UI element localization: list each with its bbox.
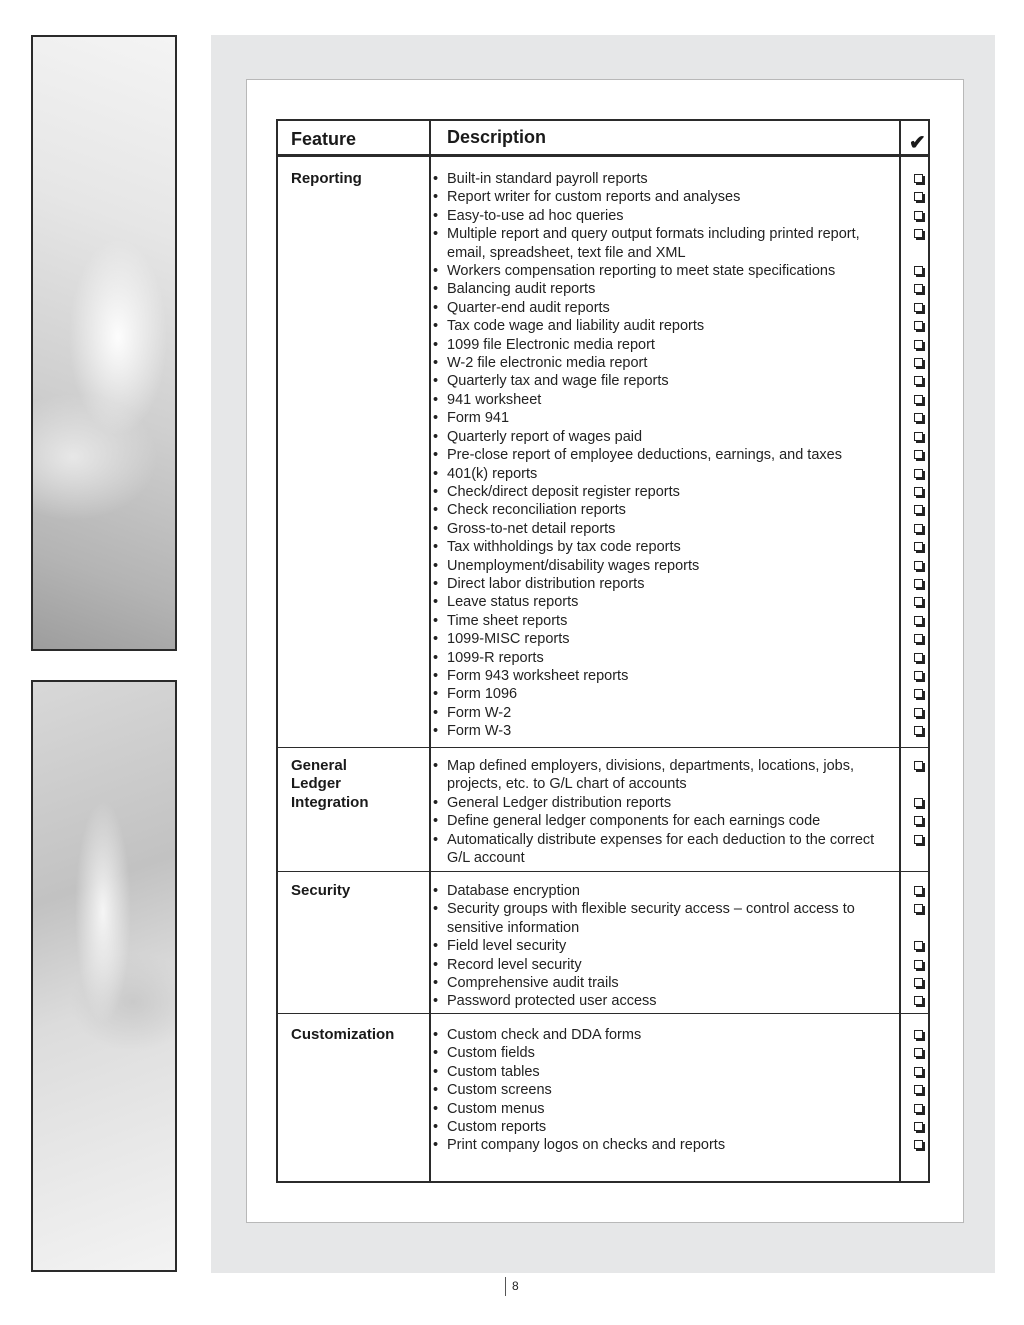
list-item: • Form 941 <box>433 409 893 427</box>
list-item: • Direct labor distribution reports <box>433 575 893 593</box>
checkbox-icon[interactable] <box>914 211 923 220</box>
list-item: • Map defined employers, divisions, departments, locations, jobs, projects, etc. to G/L chart of accounts <box>433 757 893 794</box>
list-item: • 401(k) reports <box>433 465 893 483</box>
list-item: • Check reconciliation reports <box>433 501 893 519</box>
list-item: • Easy-to-use ad hoc queries <box>433 207 893 225</box>
checkbox-icon[interactable] <box>914 284 923 293</box>
checkbox-icon[interactable] <box>914 376 923 385</box>
checkbox-icon[interactable] <box>914 505 923 514</box>
list-item: • Define general ledger components for each earnings code <box>433 812 893 830</box>
checkbox-icon[interactable] <box>914 761 923 770</box>
checkbox-icon[interactable] <box>914 1067 923 1076</box>
checkbox-icon[interactable] <box>914 996 923 1005</box>
checkbox-icon[interactable] <box>914 395 923 404</box>
checkbox-icon[interactable] <box>914 174 923 183</box>
checkbox-icon[interactable] <box>914 450 923 459</box>
checkbox-icon[interactable] <box>914 689 923 698</box>
checkbox-icon[interactable] <box>914 726 923 735</box>
checkbox-icon[interactable] <box>914 542 923 551</box>
checkbox-icon[interactable] <box>914 708 923 717</box>
list-item: • Custom tables <box>433 1063 893 1081</box>
header-feature: Feature <box>291 129 357 149</box>
header-description: Description <box>447 127 547 147</box>
list-item: • Report writer for custom reports and analyses <box>433 188 893 206</box>
decorative-photo-keyboard <box>31 680 177 1272</box>
list-item: • Form 1096 <box>433 685 893 703</box>
list-item: • Gross-to-net detail reports <box>433 520 893 538</box>
list-item: • Quarter-end audit reports <box>433 299 893 317</box>
checkbox-icon[interactable] <box>914 432 923 441</box>
list-item: • Form 943 worksheet reports <box>433 667 893 685</box>
checkbox-icon[interactable] <box>914 978 923 987</box>
list-item: • Custom screens <box>433 1081 893 1099</box>
checkbox-icon[interactable] <box>914 886 923 895</box>
checkbox-icon[interactable] <box>914 597 923 606</box>
list-item: • 1099-R reports <box>433 649 893 667</box>
checkbox-icon[interactable] <box>914 321 923 330</box>
checkbox-icon[interactable] <box>914 487 923 496</box>
list-item: • 1099 file Electronic media report <box>433 336 893 354</box>
list-item: • Automatically distribute expenses for each deduction to the correct G/L account <box>433 831 893 868</box>
list-item: • 1099-MISC reports <box>433 630 893 648</box>
list-item: • Leave status reports <box>433 593 893 611</box>
checkbox-icon[interactable] <box>914 798 923 807</box>
list-item: • 941 worksheet <box>433 391 893 409</box>
checkbox-icon[interactable] <box>914 413 923 422</box>
list-item: • Tax withholdings by tax code reports <box>433 538 893 556</box>
feature-label-reporting: Reporting <box>291 170 362 187</box>
checkbox-icon[interactable] <box>914 229 923 238</box>
list-item: • Password protected user access <box>433 992 893 1010</box>
checkbox-icon[interactable] <box>914 671 923 680</box>
checkbox-icon[interactable] <box>914 192 923 201</box>
list-item: • Custom menus <box>433 1100 893 1118</box>
list-item: • Quarterly tax and wage file reports <box>433 372 893 390</box>
checkbox-icon[interactable] <box>914 1140 923 1149</box>
check-column-icon: ✔ <box>909 132 926 154</box>
decorative-photo-hand <box>31 35 177 651</box>
checkbox-icon[interactable] <box>914 266 923 275</box>
list-item: • Time sheet reports <box>433 612 893 630</box>
list-item: • Custom check and DDA forms <box>433 1026 893 1044</box>
list-item: • Comprehensive audit trails <box>433 974 893 992</box>
checkbox-icon[interactable] <box>914 358 923 367</box>
list-item: • General Ledger distribution reports <box>433 794 893 812</box>
list-item: • W-2 file electronic media report <box>433 354 893 372</box>
checkbox-icon[interactable] <box>914 340 923 349</box>
row-divider <box>278 871 928 872</box>
list-item: • Form W-2 <box>433 704 893 722</box>
checkbox-icon[interactable] <box>914 960 923 969</box>
checkbox-icon[interactable] <box>914 524 923 533</box>
list-item: • Check/direct deposit register reports <box>433 483 893 501</box>
list-item: • Balancing audit reports <box>433 280 893 298</box>
checkbox-icon[interactable] <box>914 653 923 662</box>
security-list <box>433 882 893 1011</box>
list-item: • Built-in standard payroll reports <box>433 170 893 188</box>
reporting-list <box>433 170 893 741</box>
checkbox-icon[interactable] <box>914 469 923 478</box>
checkbox-icon[interactable] <box>914 904 923 913</box>
list-item: • Workers compensation reporting to meet state specifications <box>433 262 893 280</box>
checkbox-icon[interactable] <box>914 634 923 643</box>
feature-table <box>276 119 930 1183</box>
checkbox-icon[interactable] <box>914 616 923 625</box>
checkbox-icon[interactable] <box>914 941 923 950</box>
gl-integration-list <box>433 757 893 867</box>
checkbox-icon[interactable] <box>914 561 923 570</box>
column-divider <box>429 121 431 1181</box>
list-item: • Database encryption <box>433 882 893 900</box>
row-divider <box>278 747 928 748</box>
list-item: • Form W-3 <box>433 722 893 740</box>
list-item: • Unemployment/disability wages reports <box>433 557 893 575</box>
feature-label-customization: Customization <box>291 1026 395 1043</box>
list-item: • Quarterly report of wages paid <box>433 428 893 446</box>
customization-list <box>433 1026 893 1155</box>
checkbox-icon[interactable] <box>914 1122 923 1131</box>
list-item: • Tax code wage and liability audit reports <box>433 317 893 335</box>
checkbox-icon[interactable] <box>914 1030 923 1039</box>
feature-label-gl-integration: General Ledger Integration <box>291 757 369 811</box>
checkbox-icon[interactable] <box>914 303 923 312</box>
row-divider <box>278 1013 928 1014</box>
header-divider <box>278 154 928 157</box>
checkbox-icon[interactable] <box>914 816 923 825</box>
list-item: • Custom fields <box>433 1044 893 1062</box>
list-item: • Security groups with flexible security access – control access to sensitive information <box>433 900 893 937</box>
list-item: • Record level security <box>433 956 893 974</box>
checkbox-icon[interactable] <box>914 579 923 588</box>
checkbox-icon[interactable] <box>914 835 923 844</box>
list-item: • Field level security <box>433 937 893 955</box>
checkbox-icon[interactable] <box>914 1085 923 1094</box>
list-item: • Print company logos on checks and reports <box>433 1136 893 1154</box>
page-number: 8 <box>505 1277 519 1296</box>
checkbox-icon[interactable] <box>914 1104 923 1113</box>
checkbox-icon[interactable] <box>914 1048 923 1057</box>
list-item: • Custom reports <box>433 1118 893 1136</box>
column-divider <box>899 121 901 1181</box>
list-item: • Multiple report and query output formats including printed report, email, spreadsheet, text file and XML <box>433 225 893 262</box>
feature-label-security: Security <box>291 882 351 899</box>
list-item: • Pre-close report of employee deductions, earnings, and taxes <box>433 446 893 464</box>
